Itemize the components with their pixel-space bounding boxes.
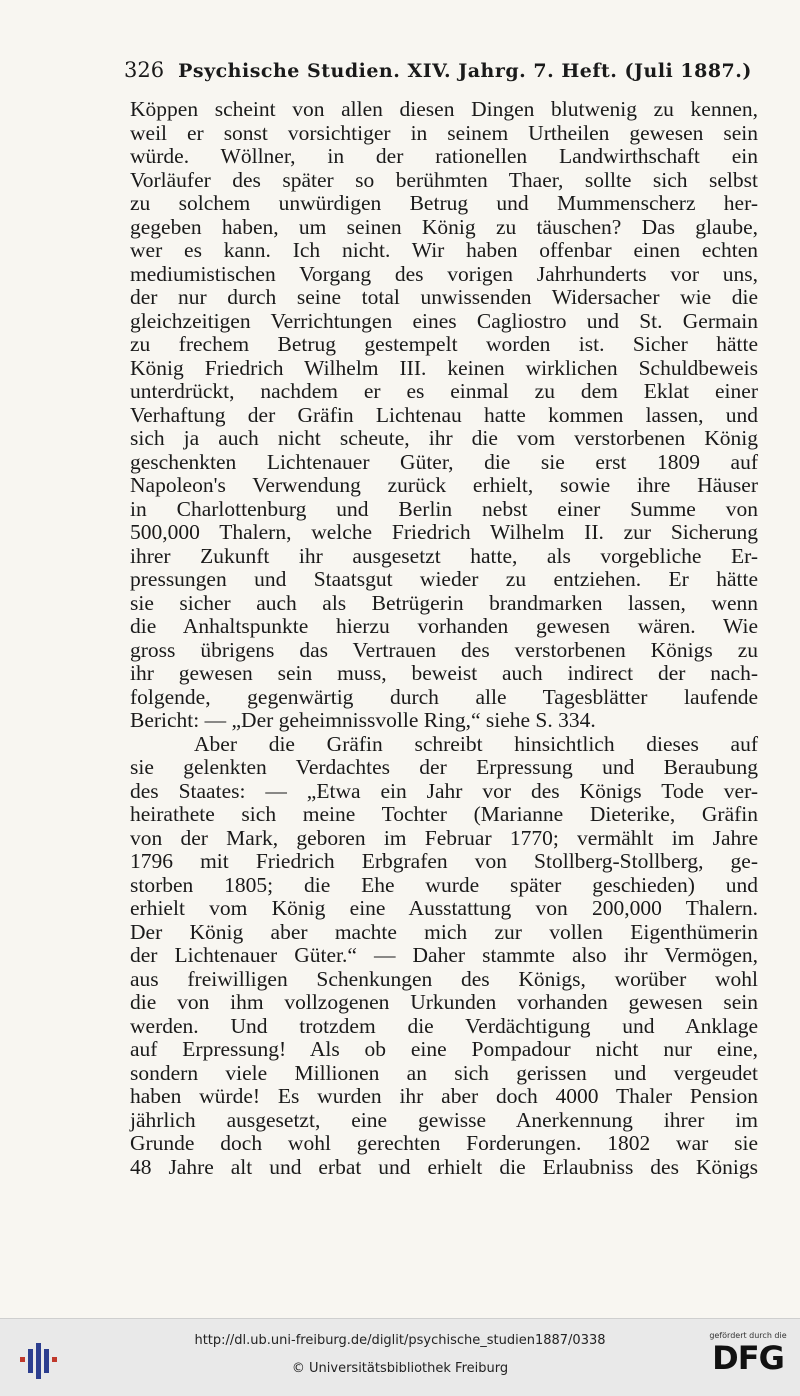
text-line: wer es kann. Ich nicht. Wir haben offenbar einen echten [130,238,758,262]
text-line: des Staates: — „Etwa ein Jahr vor des Königs Tode ver- [130,778,758,803]
page-number: 326 [124,58,165,82]
text-line: erhielt vom König eine Ausstattung von 200,000 Thalern. [130,896,758,920]
text-line: gleichzeitigen Verrichtungen eines Cagliostro und St. Germain [130,308,758,333]
text-line: König Friedrich Wilhelm III. keinen wirklichen Schuldbeweis [130,355,758,380]
text-line: geschenkten Lichtenauer Güter, die sie erst 1809 auf [130,449,758,474]
text-line: aus freiwilligen Schenkungen des Königs, worüber wohl [130,966,758,991]
text-line: Vorläufer des später so berühmten Thaer, sollte sich selbst [130,167,758,192]
text-line: folgende, gegenwärtig durch alle Tagesblätter laufende [130,684,758,709]
running-header [124,58,764,88]
text-line: in Charlottenburg und Berlin nebst einer Summe von [130,496,758,521]
text-line: weil er sonst vorsichtiger in seinem Urtheilen gewesen sein [130,120,758,145]
text-line: der nur durch seine total unwissenden Widersacher wie die [130,285,758,309]
copyright-text: © Universitätsbibliothek Freiburg [291,1361,509,1376]
text-line: Verhaftung der Gräfin Lichtenau hatte kommen lassen, und [130,402,758,427]
text-line: die von ihm vollzogenen Urkunden vorhanden gewesen sein [130,990,758,1014]
text-line: Der König aber machte mich zur vollen Eigenthümerin [130,919,758,944]
text-line: zu frechem Betrug gestempelt worden ist. Sicher hätte [130,332,758,356]
text-line: 500,000 Thalern, welche Friedrich Wilhelm II. zur Sicherung [130,520,758,544]
text-line: sie sicher auch als Betrügerin brandmarken lassen, wenn [130,590,758,615]
text-line: sie gelenkten Verdachtes der Erpressung und Beraubung [130,755,758,779]
text-line: ihr gewesen sein muss, beweist auch indirect der nach- [130,661,758,685]
text-line: Aber die Gräfin schreibt hinsichtlich dieses auf [194,731,758,756]
text-line: Bericht: — „Der geheimnissvolle Ring,“ siehe S. 334. [130,708,596,732]
text-line: ihrer Zukunft ihr ausgesetzt hatte, als vorgebliche Er- [130,543,758,568]
text-line: storben 1805; die Ehe wurde später geschieden) und [130,872,758,897]
text-line: sich ja auch nicht scheute, ihr die vom verstorbenen König [130,426,758,450]
text-line: zu solchem unwürdigen Betrug und Mummenscherz her- [130,191,758,215]
dfg-logo-text: DFG [712,1339,784,1377]
text-line: gross übrigens das Vertrauen des verstorbenen Königs zu [130,637,758,662]
dfg-funding-text: gefördert durch die [709,1331,787,1340]
text-line: haben würde! Es wurden ihr aber doch 4000 Thaler Pension [130,1084,758,1108]
dfg-logo [706,1331,790,1387]
text-line: würde. Wöllner, in der rationellen Landwirthschaft ein [130,144,758,168]
text-line: unterdrückt, nachdem er es einmal zu dem Eklat einer [130,379,758,403]
text-line: Grunde doch wohl gerechten Forderungen. 1802 war sie [130,1131,758,1155]
text-line: 48 Jahre alt und erbat und erhielt die Erlaubniss des Königs [130,1154,758,1179]
text-line: mediumistischen Vorgang des vorigen Jahrhunderts vor uns, [130,261,758,286]
text-line: der Lichtenauer Güter.“ — Daher stammte also ihr Vermögen, [130,943,758,967]
text-line: heirathete sich meine Tochter (Marianne Dieterike, Gräfin [130,802,758,826]
text-line: von der Mark, geboren im Februar 1770; vermählt im Jahre [130,825,758,850]
text-line: Köppen scheint von allen diesen Dingen blutwenig zu kennen, [130,97,758,121]
text-line: sondern viele Millionen an sich gerissen und vergeudet [130,1060,758,1085]
text-line: jährlich ausgesetzt, eine gewisse Anerkennung ihrer im [130,1107,758,1132]
text-line: Napoleon's Verwendung zurück erhielt, sowie ihre Häuser [130,473,758,497]
text-line: werden. Und trotzdem die Verdächtigung und Anklage [130,1013,758,1038]
text-line: gegeben haben, um seinen König zu täuschen? Das glaube, [130,214,758,239]
text-line: 1796 mit Friedrich Erbgrafen von Stollberg-Stollberg, ge- [130,849,758,873]
body-text [130,98,758,1179]
text-line: auf Erpressung! Als ob eine Pompadour nicht nur eine, [130,1037,758,1061]
text-line: pressungen und Staatsgut wieder zu entziehen. Er hätte [130,567,758,591]
viewer-footer [0,1318,800,1396]
running-title: Psychische Studien. XIV. Jahrg. 7. Heft. (Juli 1887.) [178,60,752,82]
text-line: die Anhaltspunkte hierzu vorhanden gewesen wären. Wie [130,614,758,638]
document-url-link[interactable]: http://dl.ub.uni-freiburg.de/diglit/psychische_studien1887/0338 [194,1333,606,1348]
